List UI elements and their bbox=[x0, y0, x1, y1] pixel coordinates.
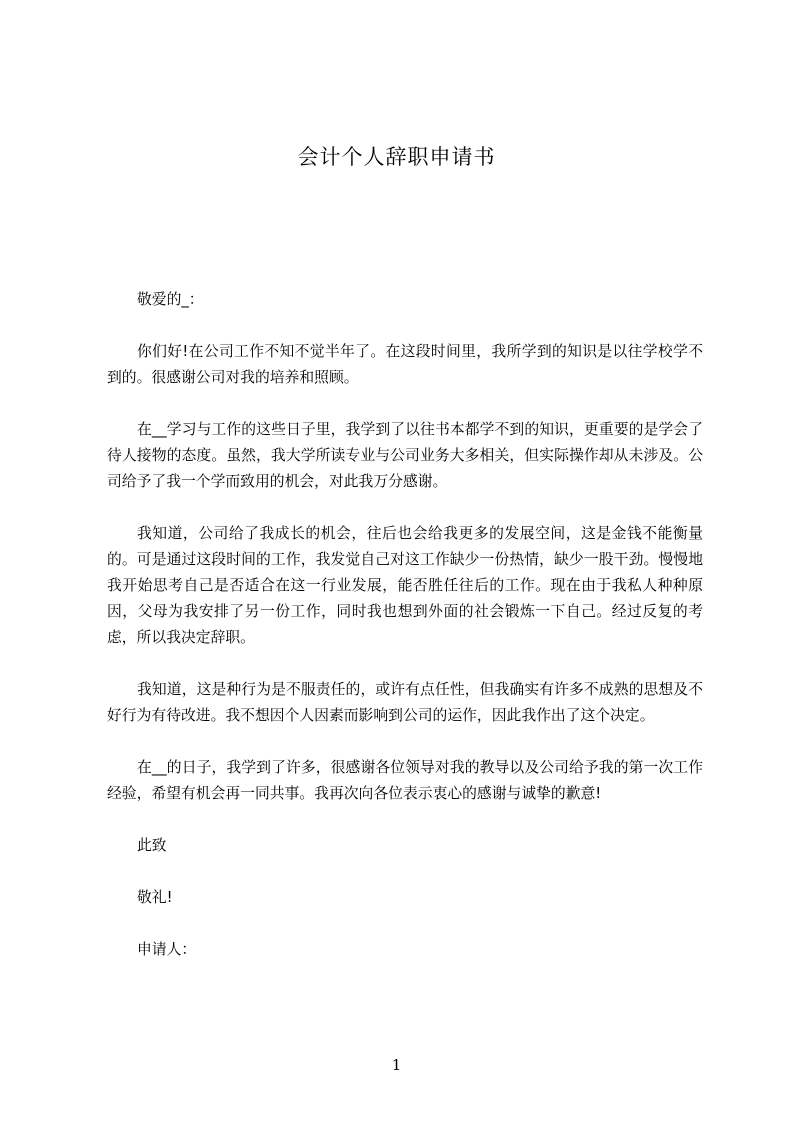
salutation: 敬爱的_： bbox=[137, 291, 204, 308]
paragraph-1: 你们好!在公司工作不知不觉半年了。在这段时间里，我所学到的知识是以往学校学不到的。很感谢公司对我的培养和照顾。 bbox=[107, 343, 703, 386]
paragraph-2: 在__学习与工作的这些日子里，我学到了以往书本都学不到的知识，更重要的是学会了待人接物的态度。虽然，我大学所读专业与公司业务大多相关，但实际操作却从未涉及。公司给予了我一个学而致用的机会，对此我万分感谢。 bbox=[107, 421, 703, 490]
closing: 此致 bbox=[137, 837, 167, 854]
page-number: 1 bbox=[391, 1056, 402, 1074]
paragraph-3: 我知道，公司给了我成长的机会，往后也会给我更多的发展空间，这是金钱不能衡量的。可是通过这段时间的工作，我发觉自己对这工作缺少一份热情，缺少一股干劲。慢慢地我开始思考自己是否适合在这一行业发展，能否胜任往后的工作。现在由于我私人种种原因，父母为我安排了另一份工作，同时我也想到外面的社会锻炼一下自己。经过反复的考虑，所以我决定辞职。 bbox=[107, 525, 703, 646]
paragraph-4: 我知道，这是种行为是不服责任的，或许有点任性，但我确实有许多不成熟的思想及不好行为有待改进。我不想因个人因素而影响到公司的运作，因此我作出了这个决定。 bbox=[107, 681, 703, 724]
applicant-label: 申请人： bbox=[137, 941, 197, 958]
paragraph-5: 在__的日子，我学到了许多，很感谢各位领导对我的教导以及公司给予我的第一次工作经验，希望有机会再一同共事。我再次向各位表示衷心的感谢与诚挚的歉意! bbox=[107, 759, 703, 802]
letter-body bbox=[107, 287, 703, 989]
regards: 敬礼! bbox=[137, 889, 173, 906]
document-title: 会计个人辞职申请书 bbox=[297, 145, 496, 169]
